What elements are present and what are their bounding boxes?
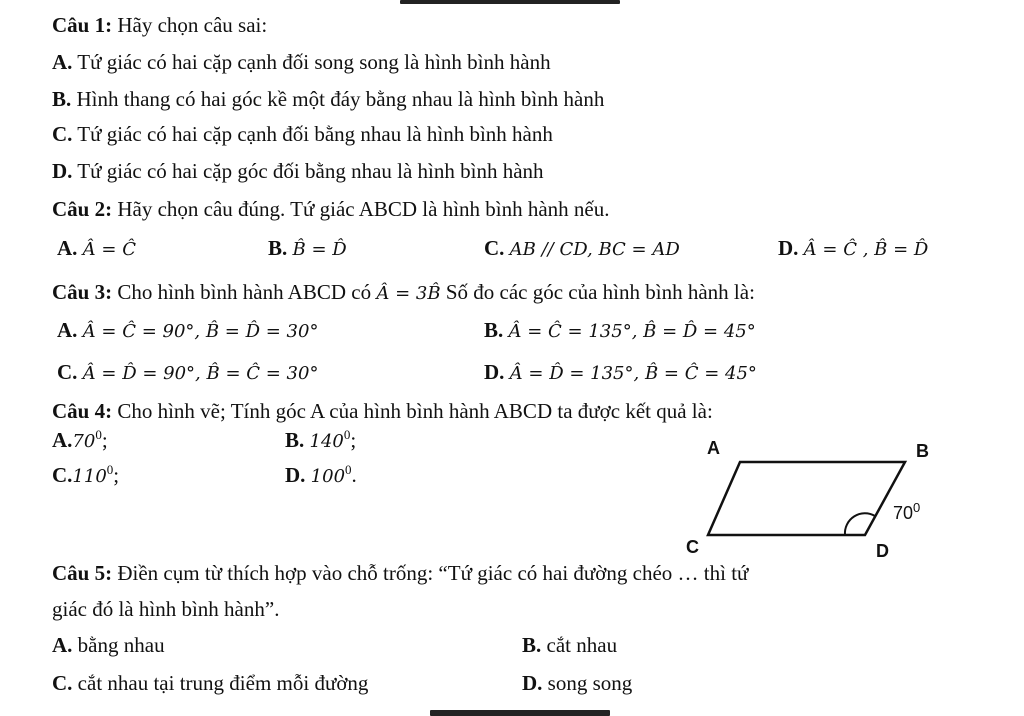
q1-option-c[interactable]: C. Tứ giác có hai cặp cạnh đối bằng nhau là hình bình hành [52,122,553,146]
q5-option-b[interactable]: B. cắt nhau [522,633,618,657]
q4-option-b[interactable]: B. $140^0$; [285,427,357,452]
q4-stem [52,399,713,424]
q1-option-a[interactable]: A. Tứ giác có hai cặp cạnh đối song song là hình bình hành [52,50,551,74]
q2-stem [52,197,610,222]
vertex-label-c: C [686,537,699,557]
q5-label: Câu 5: [52,561,113,585]
q4-option-c[interactable]: C.110$^0$; [52,462,120,487]
q3-math: Â = 3B̂ [376,283,441,304]
q3-option-d[interactable]: D. Â = D̂ = 135°, B̂ = Ĉ = 45° [484,360,757,384]
q1-stem [52,13,267,38]
q1-option-d[interactable]: D. Tứ giác có hai cặp góc đối bằng nhau là hình bình hành [52,159,544,183]
q1-label: Câu 1: [52,13,113,37]
cutoff-text-top [400,0,620,4]
vertex-label-b: B [916,441,929,461]
q2-option-b[interactable]: B. B̂ = D̂ [268,236,347,260]
q1-text: Hãy chọn câu sai: [117,13,268,37]
parallelogram-shape [708,462,905,535]
vertex-label-a: A [707,438,720,458]
q3-stem: Câu 3: Cho hình bình hành ABCD có Â = 3B̂ Số đo các góc của hình bình hành là: [52,280,755,304]
q2-label: Câu 2: [52,197,113,221]
q5-option-a[interactable]: A. bằng nhau [52,633,165,657]
q4-label: Câu 4: [52,399,113,423]
q5-option-c[interactable]: C. cắt nhau tại trung điểm mỗi đường [52,671,369,695]
q2-option-d[interactable]: D. Â = Ĉ , B̂ = D̂ [778,236,929,260]
q5-stem-line2: giác đó là hình bình hành”. [52,597,280,621]
q4-option-a[interactable]: $A.70^0$; [52,427,108,452]
q5-option-d[interactable]: D. song song [522,671,633,695]
parallelogram-figure [690,432,990,572]
q4-option-d[interactable]: D. $100^0$. [285,462,357,487]
cutoff-text-bottom [430,710,610,716]
q2-text: Hãy chọn câu đúng. Tứ giác ABCD là hình bình hành nếu. [117,197,610,221]
q4-text: Cho hình vẽ; Tính góc A của hình bình hành ABCD ta được kết quả là: [117,399,713,423]
q1-option-b[interactable]: B. Hình thang có hai góc kề một đáy bằng nhau là hình bình hành [52,87,605,111]
vertex-label-d: D [876,541,889,561]
q2-option-a[interactable]: A. Â = Ĉ [57,236,136,260]
q3-option-a[interactable]: A. Â = Ĉ = 90°, B̂ = D̂ = 30° [57,318,319,342]
q3-option-b[interactable]: B. Â = Ĉ = 135°, B̂ = D̂ = 45° [484,318,756,342]
q3-option-c[interactable]: C. Â = D̂ = 90°, B̂ = Ĉ = 30° [57,360,319,384]
q5-stem: Câu 5: Điền cụm từ thích hợp vào chỗ trống: “Tứ giác có hai đường chéo … thì tứ [52,561,749,585]
q2-option-c[interactable]: C. AB // CD, BC = AD [484,236,680,260]
angle-label: $70^0$ [893,500,921,523]
q3-label: Câu 3: [52,280,113,304]
